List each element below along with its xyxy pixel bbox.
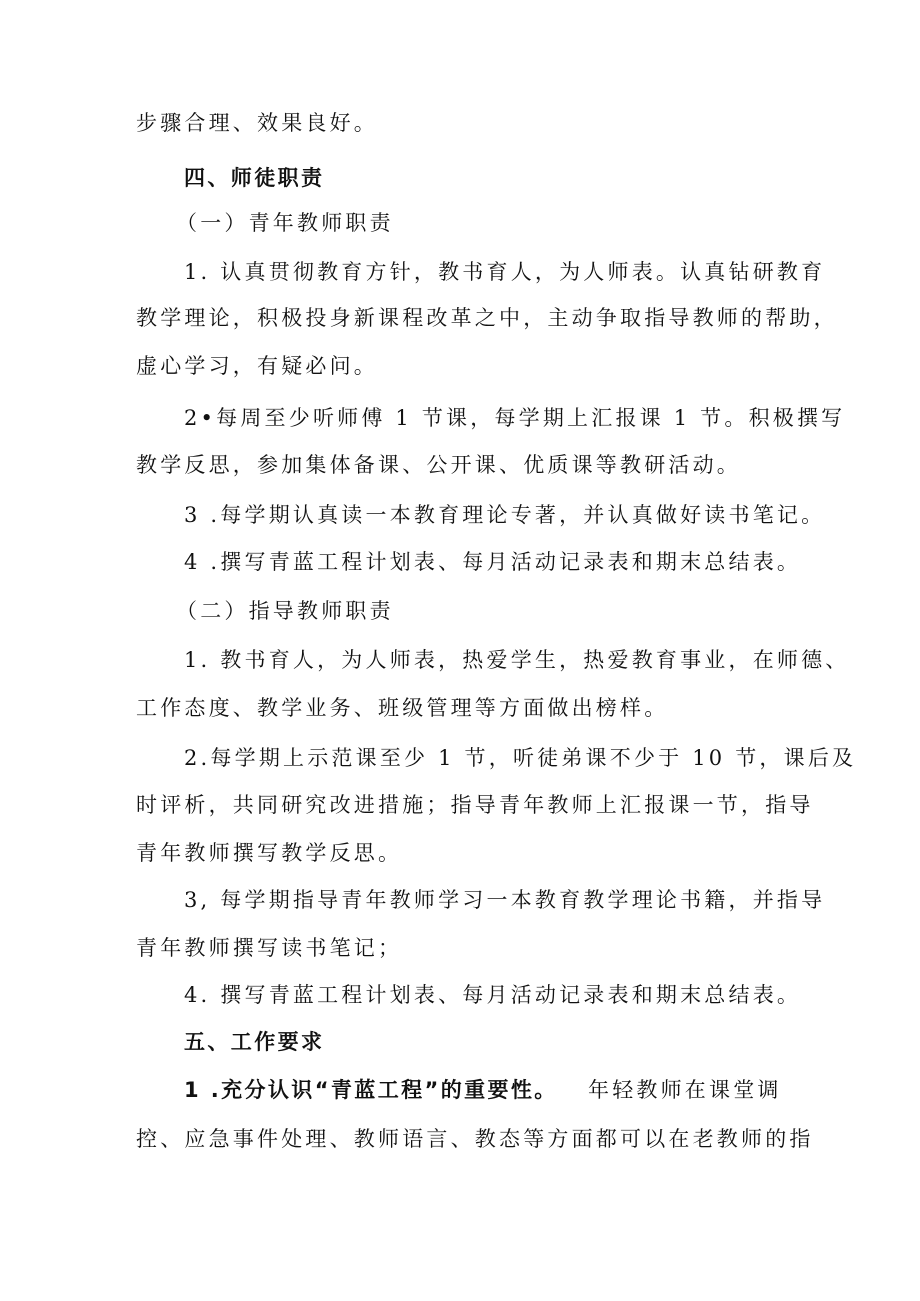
section-heading: 五、工作要求 (184, 1030, 325, 1054)
text-line: 2.每学期上示范课至少 1 节，听徒弟课不少于 10 节，课后及 (184, 746, 857, 770)
text-line: 时评析，共同研究改进措施；指导青年教师上汇报课一节，指导 (136, 793, 814, 817)
text-line: 控、应急事件处理、教师语言、教态等方面都可以在老教师的指 (136, 1127, 814, 1151)
text-line: 青年教师撰写教学反思。 (136, 841, 403, 865)
text-line: 教学反思，参加集体备课、公开课、优质课等教研活动。 (136, 453, 741, 477)
text-line: 1. 教书育人，为人师表，热爱学生，热爱教育事业，在师德、 (184, 648, 850, 672)
text-line: 3, 每学期指导青年教师学习一本教育教学理论书籍，并指导 (184, 888, 826, 912)
text-line: 3 .每学期认真读一本教育理论专著，并认真做好读书笔记。 (184, 503, 826, 527)
subsection-heading: （二）指导教师职责 (176, 599, 394, 623)
text-line: 4 .撰写青蓝工程计划表、每月活动记录表和期末总结表。 (184, 550, 802, 574)
text-line: 青年教师撰写读书笔记； (136, 936, 403, 960)
text-line: 2•每周至少听师傅 1 节课，每学期上汇报课 1 节。积极撰写 (184, 406, 846, 430)
subsection-heading: （一）青年教师职责 (176, 211, 394, 235)
text-line: 年轻教师在课堂调 (588, 1078, 782, 1102)
emphasis-text: 1 .充分认识“青蓝工程”的重要性。 (184, 1078, 558, 1102)
text-line: 教学理论，积极投身新课程改革之中，主动争取指导教师的帮助， (136, 306, 838, 330)
text-line: 4. 撰写青蓝工程计划表、每月活动记录表和期末总结表。 (184, 983, 802, 1007)
section-heading: 四、师徒职责 (184, 166, 325, 190)
text-line: 工作态度、教学业务、班级管理等方面做出榜样。 (136, 696, 669, 720)
text-line: 虚心学习，有疑必问。 (136, 354, 378, 378)
text-line: 步骤合理、效果良好。 (136, 111, 378, 135)
text-line: 1. 认真贯彻教育方针，教书育人，为人师表。认真钻研教育 (184, 260, 826, 284)
